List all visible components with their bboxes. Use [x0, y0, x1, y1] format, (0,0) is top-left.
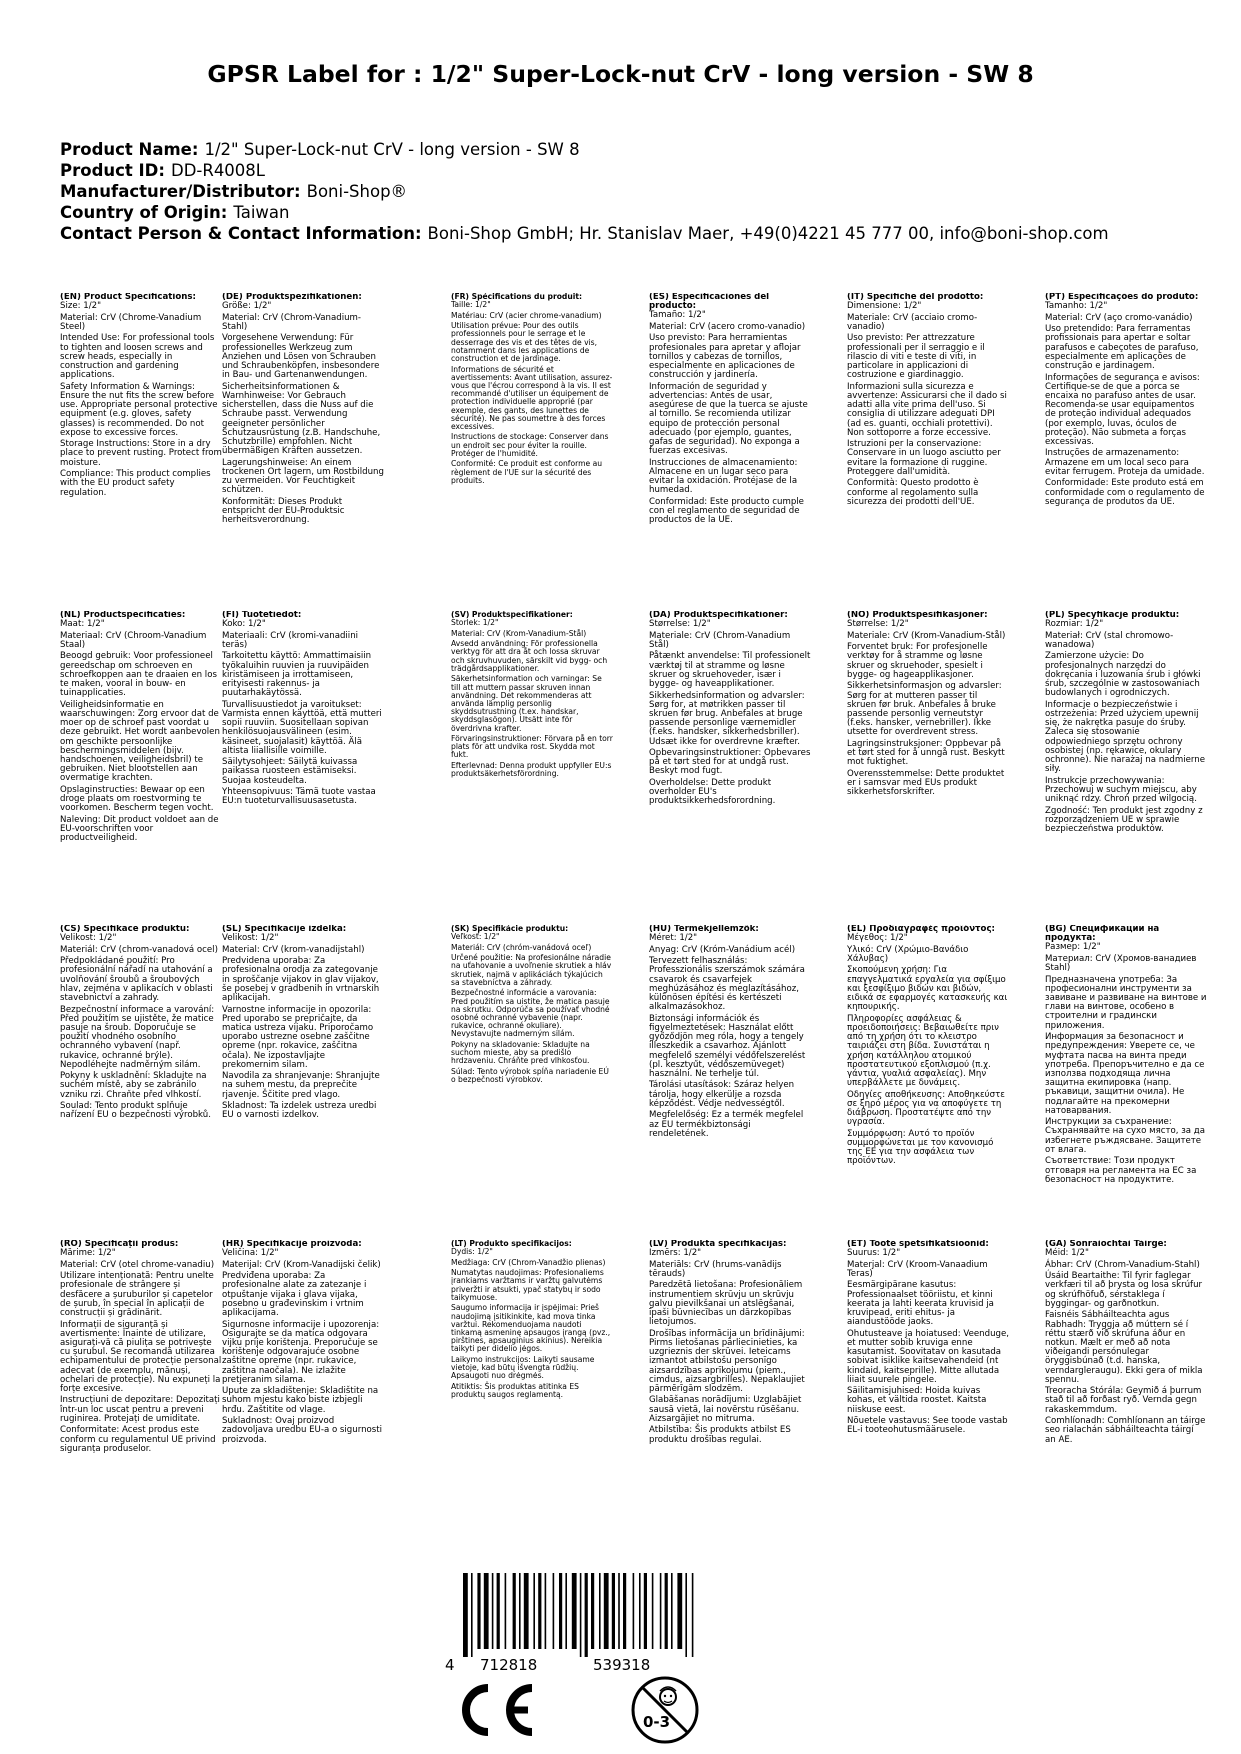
spec-heading: (GA) Sonraíochtaí Táirge: [1045, 1240, 1167, 1249]
spec-line: Pokyny na skladovanie: Skladujte na suchom mieste, aby sa predišlo hrdzaveniu. Chráňte pred vlhkosťou. [451, 1039, 590, 1066]
barcode-bar [612, 1573, 615, 1649]
spec-line: Instrucțiuni de depozitare: Depozitați într-un loc uscat pentru a preveni ruginirea. Protejați de umiditate. [60, 1395, 220, 1424]
product-id-row [60, 160, 1190, 181]
spec-line: Instruções de armazenamento: Armazene em um local seco para evitar ferrugem. Proteja da umidade. [1045, 448, 1205, 477]
barcode-bar [553, 1573, 555, 1649]
spec-heading: (SK) Špecifikácie produktu: [451, 925, 569, 933]
spec-line: Saugumo informacija ir įspėjimai: Prieš naudojimą įsitikinkite, kad mova tinka varžtui. Rekomenduojama naudoti tinkamą asmeninę apsaugos įrangą (pvz., pirštines, apsauginius akinius). Nereikia taikyti per didelio jėgos. [451, 1303, 611, 1354]
spec-heading: (PL) Specyfikacje produktu: [1045, 611, 1180, 620]
spec-line: Instrukcje przechowywania: Przechowuj w suchym miejscu, aby uniknąć rdzy. Chroń przed wilgocią. [1045, 775, 1197, 805]
barcode-bar [533, 1573, 535, 1649]
spec-heading: (DA) Produktspecifikationer: [649, 611, 788, 620]
spec-heading: (ES) Especificaciones del producto: [649, 293, 770, 312]
barcode-left-group: 712818 [480, 1656, 538, 1673]
page-title: GPSR Label for : 1/2" Super-Lock-nut CrV - long version - SW 8 [207, 60, 1034, 88]
spec-section [847, 925, 1009, 1169]
spec-line: Varnostne informacije in opozorila: Pred uporabo se prepričajte, da matica ustreza vijaku. Priporočamo uporabo ustrezne osebne zaščitne opreme (npr. rokavice, zaščitna očala). Ne izpostavljajte prekomernim silam. [222, 1004, 374, 1070]
spec-section [649, 925, 811, 1141]
spec-heading: (BG) Спецификации на продукта: [1045, 925, 1160, 944]
barcode-bar [519, 1573, 521, 1649]
spec-section [1045, 611, 1207, 836]
spec-line: Pokyny k uskladnění: Skladujte na suchém místě, aby se zabránilo vzniku rzi. Chraňte před vlhkostí. [60, 1071, 207, 1100]
spec-line: Material: CrV (krom-vanadijstahl) [222, 944, 365, 955]
spec-line: Naleving: Dit product voldoet aan de EU-voorschriften voor productveiligheid. [60, 814, 219, 844]
barcode-bar [471, 1573, 473, 1657]
spec-section [847, 611, 1009, 800]
spec-line: Material: CrV (Chrom-Vanadium-Stahl) [222, 312, 362, 332]
spec-line: Säilytysohjeet: Säilytä kuivassa paikassa ruosteen estämiseksi. Suojaa kosteudelta. [222, 757, 358, 786]
spec-line: Οδηγίες αποθήκευσης: Αποθηκεύστε σε ξηρό μέρος για να αποφύγετε τη διάβρωση. Προστατέψτε από την υγρασία. [847, 1089, 1005, 1128]
spec-line: Материал: CrV (Хромов-ванадиев Stahl) [1045, 953, 1197, 974]
spec-section [60, 925, 222, 1123]
spec-heading: (FI) Tuotetiedot: [222, 611, 302, 620]
barcode-bar [580, 1573, 582, 1657]
spec-line: Drošības informācija un brīdinājumi: Pirms lietošanas pārliecinieties, ka uzgrieznis der skrūvei. Ieteicams izmantot atbilstošu personīgo aizsardzības aprīkojumu (piem., cimdus, aizsargbrilles). Nepaklaujiet pārmērīgām slodzēm. [649, 1328, 805, 1394]
barcode-bar [671, 1573, 673, 1649]
manufacturer-label: Manufacturer/Distributor: [60, 182, 301, 201]
product-name-label: Product Name: [60, 140, 199, 159]
spec-line: Sikkerhedsinformation og advarsler: Sørg for, at møtrikken passer til skruen før brug. Anbefales at bruge passende personlige værnemidler (f.eks. handsker, sikkerhedsbriller). Udsæt ikke for overdrevne kræfter. [649, 690, 805, 747]
spec-heading: (HU) Termékjellemzők: [649, 925, 759, 934]
spec-section [451, 611, 613, 781]
spec-line: Mărime: 1/2" [60, 1248, 116, 1259]
spec-line: Tamanho: 1/2" [1045, 301, 1108, 312]
spec-line: Eesmärgipärane kasutus: Professionaalset tööriistu, et kinni keerata ja lahti keerata kruvisid ja kruvipead, eriti ehitus- ja aiandustööde jaoks. [847, 1280, 994, 1328]
spec-line: Säkerhetsinformation och varningar: Se till att muttern passar skruven innan användning. Det rekommenderas att använda lämplig personlig skyddsutrustning (t.ex. handskar, skyddsglasögon). Utsätt inte för överdrivna krafter. [451, 674, 602, 733]
spec-line: Yhteensopivuus: Tämä tuote vastaa EU:n tuoteturvallisuusasetusta. [222, 787, 376, 807]
spec-heading: (EN) Product Specifications: [60, 293, 196, 302]
spec-line: Méid: 1/2" [1045, 1248, 1089, 1259]
spec-section [649, 611, 811, 809]
spec-line: Veličina: 1/2" [222, 1248, 279, 1259]
spec-line: Размер: 1/2" [1045, 942, 1101, 953]
spec-line: Material: CrV (acero cromo-vanadio) [649, 321, 806, 332]
spec-line: Megfelelőség: Ez a termék megfelel az EU termékbiztonsági rendeletének. [649, 1110, 804, 1139]
spec-line: Veľkosť: 1/2" [451, 932, 500, 942]
spec-line: Conformitate: Acest produs este conform cu regulamentul UE privind siguranța produselor. [60, 1425, 216, 1454]
barcode-bar [618, 1573, 620, 1649]
spec-line: Sicherheitsinformationen & Warnhinweise: Vor Gebrauch sicherstellen, dass die Nuss auf die Schraube passt. Verwendung geeigneter persönlicher Schutzausrüstung (z.B. Handschuhe, Schutzbrille) empfohlen. Nicht übermäßigen Kräften aussetzen. [222, 381, 381, 457]
spec-line: Materiale: CrV (Krom-Vanadium-Stål) [847, 630, 1006, 641]
barcode-right-group: 539318 [593, 1656, 651, 1673]
spec-line: Velikost: 1/2" [60, 933, 117, 944]
spec-line: Informacje o bezpieczeństwie i ostrzeżenia: Przed użyciem upewnij się, że nakrętka pasuje do śruby. Zaleca się stosowanie odpowiedniego sprzętu ochrony osobistej (np. rękawice, okulary ochronne). Nie narażaj na nadmierne siły. [1045, 699, 1206, 775]
product-id-label: Product ID: [60, 161, 165, 180]
spec-line: Atitiktis: Šis produktas atitinka ES produktų saugos reglamentą. [451, 1381, 579, 1399]
barcode-bar [524, 1573, 529, 1649]
spec-line: Overensstemmelse: Dette produktet er i samsvar med EUs produkt sikkerhetsforskrifter. [847, 768, 1005, 798]
spec-line: Utilizare intenționată: Pentru unelte profesionale de strângere și desfăcere a șuruburilor și capetelor de șurub, în special în aplicații de construcții și grădinărit. [60, 1271, 214, 1319]
spec-line: Atbilstība: Šis produkts atbilst ES produktu drošības regulai. [649, 1425, 791, 1445]
spec-section [1045, 925, 1207, 1187]
manufacturer-row [60, 181, 1190, 202]
spec-line: Materiał: CrV (stal chromowo-wanadowa) [1045, 630, 1174, 650]
spec-line: Matériau: CrV (acier chrome-vanadium) [451, 310, 602, 320]
barcode-bar [492, 1573, 494, 1649]
spec-line: Medžiaga: CrV (Chrom-Vanadžio plienas) [451, 1257, 606, 1267]
spec-section [451, 1240, 613, 1401]
spec-line: Informații de siguranță și avertismente: Înainte de utilizare, asigurați-vă că piulița se potrivește cu șurubul. Se recomandă utilizarea echipamentului de protecție personal adecvat (de exemplu, mănuși, ochelari de protecție). Nu expuneți la forțe excesive. [60, 1319, 222, 1394]
spec-line: Biztonsági információk és figyelmeztetések: Használat előtt győződjön meg róla, hogy a tengely illeszkedik a csavarhoz. Ajánlott megfelelő személyi védőfelszerelést (pl. kesztyűt, védőszemüveget) használni. Ne terhelje túl. [649, 1013, 806, 1079]
spec-line: Numatytas naudojimas: Profesionaliems įrankiams varžtams ir varžtų galvutėms priveržti ir atsukti, ypač statybų ir sodo taikymuose. [451, 1268, 604, 1302]
spec-line: Säilitamisjuhised: Hoida kuivas kohas, et vältida roostet. Kaitsta niiskuse eest. [847, 1386, 987, 1415]
spec-line: Treoracha Stórála: Geymið á þurrum stað til að forðast ryð. Vernda gegn rakaskemmdum. [1045, 1386, 1202, 1415]
spec-line: Bezpečnostní informace a varování: Před použitím se ujistěte, že matice pasuje na šroub. Doporučuje se použití vhodného osobního ochranného vybavení (např. rukavice, ochranné brýle). Nepodléhejte nadměrným silám. [60, 1004, 215, 1070]
spec-line: Avsedd användning: För professionella verktyg för att dra åt och lossa skruvar och skruvhuvuden, särskilt vid bygg- och trädgårdsapplikationer. [451, 639, 608, 673]
spec-line: Предназначена употреба: За професионални инструменти за завиване и развиване на винтове и глави на винтове, особено в строителни и градински приложения. [1045, 974, 1207, 1031]
spec-line: Lagerungshinweise: An einem trockenen Ort lagern, um Rostbildung zu vermeiden. Vor Feuchtigkeit schützen. [222, 457, 384, 496]
spec-line: Συμμόρφωση: Αυτό το προϊόν συμμορφώνεται με τον κανονισμό της ΕΕ για την ασφάλεια των προϊόντων. [847, 1128, 994, 1167]
spec-line: Súlad: Tento výrobok spĺňa nariadenie EÚ o bezpečnosti výrobkov. [451, 1066, 609, 1084]
spec-heading: (SL) Specifikacije izdelka: [222, 925, 347, 934]
manufacturer-value: Boni-Shop® [306, 182, 408, 201]
spec-line: Navodila za shranjevanje: Shranjujte na suhem mestu, da preprečite rjavenje. Ščitite pred vlago. [222, 1071, 380, 1100]
spec-section [60, 1240, 222, 1456]
spec-line: Suurus: 1/2" [847, 1248, 901, 1259]
spec-line: Efterlevnad: Denna produkt uppfyller EU:s produktsäkerhetsförordning. [451, 760, 612, 779]
spec-line: Conformidade: Este produto está em conformidade com o regulamento de segurança de produtos da UE. [1045, 478, 1205, 507]
spec-line: Méret: 1/2" [649, 933, 698, 944]
spec-line: Materiál: CrV (chrom-vanadová ocel) [60, 944, 218, 955]
spec-line: Zgodność: Ten produkt jest zgodny z rozporządzeniem UE w sprawie bezpieczeństwa produktów. [1045, 805, 1203, 834]
spec-line: Conformité: Ce produit est conforme au règlement de l'UE sur la sécurité des produits. [451, 459, 603, 485]
spec-line: Opslaginstructies: Bewaar op een droge plaats om roestvorming te voorkomen. Bescherm tegen vocht. [60, 784, 214, 814]
spec-heading: (FR) Spécifications du produit: [451, 293, 583, 301]
spec-section [649, 293, 811, 528]
spec-line: Instructions de stockage: Conserver dans un endroit sec pour éviter la rouille. Protéger de l'humidité. [451, 432, 609, 458]
barcode-bar [665, 1573, 668, 1649]
spec-line: Předpokládané použití: Pro profesionální nářadí na utahování a uvolňování šroubů a šroubových hlav, zejména v aplikacích v oblasti stavebnictví a zahrady. [60, 956, 213, 1004]
spec-line: Storage Instructions: Store in a dry place to prevent rusting. Protect from moisture. [60, 439, 222, 468]
barcode-bar [685, 1573, 687, 1657]
spec-line: Istruzioni per la conservazione: Conservare in un luogo asciutto per evitare la formazione di ruggine. Proteggere dall'umidità. [847, 439, 1001, 477]
spec-section [451, 293, 613, 487]
spec-line: Úsáid Beartaithe: Til fyrir faglegar verkfæri til að þrysta og losa skrúfur og skrúfhöfuð, sérstaklega í byggingar- og garðnotkun. [1045, 1271, 1203, 1309]
spec-line: Sikkerhetsinformasjon og advarsler: Sørg for at mutteren passer til skruen før bruk. Anbefales å bruke passende personlig verneutstyr (f.eks. hansker, vernebriller). Ikke utsette for overdrevent stress. [847, 681, 1002, 738]
spec-line: Tarkoitettu käyttö: Ammattimaisiin työkaluihin ruuvien ja ruuvipäiden kiristämiseen ja irrottamiseen, erityisesti rakennus- ja puutarhakäytössä. [222, 651, 372, 699]
spec-line: Forventet bruk: For profesjonelle verktøy for å stramme og løsne skruer og skruehoder, spesielt i bygge- og hageapplikasjoner. [847, 642, 988, 680]
barcode-bar [463, 1573, 468, 1657]
spec-heading: (IT) Specifiche del prodotto: [847, 293, 984, 302]
spec-line: Určené použitie: Na profesionálne náradie na uťahovanie a uvoľnenie skrutiek a hláv skrutiek, najmä v aplikáciách týkajúcich sa stavebníctva a záhrady. [451, 953, 612, 987]
spec-line: Förvaringsinstruktioner: Förvara på en torr plats för att undvika rost. Skydda mot fukt. [451, 734, 613, 760]
spec-line: Material: CrV (Krom-Vanadium-Stål) [451, 628, 587, 638]
spec-line: Comhlíonadh: Comhlíonann an táirge seo rialachán sábháilteachta táirgí an AE. [1045, 1416, 1206, 1445]
spec-line: Overholdelse: Dette produkt overholder EU's produktsikkerhedsforordning. [649, 777, 776, 807]
spec-heading: (SV) Produktspecifikationer: [451, 611, 573, 619]
spec-section [60, 611, 222, 846]
spec-line: Upute za skladištenje: Skladištite na suhom mjestu kako biste izbjegli hrđu. Zaštitite od vlage. [222, 1386, 379, 1415]
barcode-bar [477, 1573, 480, 1649]
barcode-bar [604, 1573, 609, 1649]
barcode-bars [463, 1573, 693, 1657]
ce-mark-icon [452, 1680, 536, 1740]
spec-line: Turvallisuustiedot ja varoitukset: Varmista ennen käyttöä, että mutteri sopii ruuviin. Suositellaan sopivan henkilösuojausvälineen (esim. käsineet, suojalasit) käyttöä. Älä altista liiallisille voimille. [222, 699, 382, 756]
spec-heading: (DE) Produktspezifikationen: [222, 293, 362, 302]
barcode-bar [623, 1573, 626, 1649]
spec-heading: (NO) Produktspesifikasjoner: [847, 611, 988, 620]
spec-heading: (HR) Specifikacije proizvoda: [222, 1240, 362, 1249]
spec-line: Zamierzone użycie: Do profesjonalnych narzędzi do dokręcania i luzowania śrub i główki śrub, szczególnie w zastosowaniach budowlanych i ogrodniczych. [1045, 651, 1201, 699]
spec-section [222, 1240, 384, 1447]
barcode-bar [565, 1573, 567, 1649]
spec-line: Materiale: CrV (Chrom-Vanadium Stål) [649, 630, 791, 650]
spec-heading: (CS) Specifikace produktu: [60, 925, 190, 934]
origin-row [60, 202, 1190, 223]
spec-line: Instrucciones de almacenamiento: Almacene en un lugar seco para evitar la oxidación. Protéjase de la humedad. [649, 457, 798, 496]
spec-line: Rozmiar: 1/2" [1045, 619, 1104, 630]
barcode-bar [497, 1573, 500, 1649]
barcode-bar [660, 1573, 662, 1649]
spec-heading: (RO) Specificații produs: [60, 1240, 179, 1249]
spec-line: Dydis: 1/2" [451, 1247, 493, 1257]
spec-section [222, 925, 384, 1123]
origin-label: Country of Origin: [60, 203, 228, 222]
barcode-bar [572, 1573, 577, 1649]
spec-line: Størrelse: 1/2" [649, 619, 711, 630]
contact-value: Boni-Shop GmbH; Hr. Stanislav Maer, +49(0)4221 45 777 00, info@boni-shop.com [427, 224, 1109, 243]
spec-heading: (LT) Produkto specifikacijos: [451, 1240, 572, 1248]
barcode-bar [505, 1573, 507, 1649]
barcode-lead-digit: 4 [445, 1656, 455, 1673]
barcode-bar [585, 1573, 588, 1657]
spec-line: Utilisation prévue: Pour des outils professionnels pour le serrage et le desserrage des vis et des têtes de vis, notamment dans les applications de construction et de jardinage. [451, 321, 598, 364]
spec-section [1045, 293, 1207, 509]
spec-line: Tárolási utasítások: Száraz helyen tárolja, hogy elkerülje a rozsda képződést. Védje nedvességtől. [649, 1080, 795, 1109]
barcode-bar [484, 1573, 489, 1649]
spec-line: Materjal: CrV (Kroom-Vanaadium Teras) [847, 1259, 988, 1279]
product-name-value: 1/2" Super-Lock-nut CrV - long version - SW 8 [204, 140, 580, 159]
spec-line: Conformidad: Este producto cumple con el reglamento de seguridad de productos de la UE. [649, 496, 804, 526]
spec-line: Opbevaringsinstruktioner: Opbevares på et tørt sted for at undgå rust. Beskyt mod fugt. [649, 748, 811, 777]
spec-line: Tervezett felhasználás: Professzionális szerszámok számára csavarok és csavarfejek meghúzásához és meglazításához, különösen építési és kertészeti alkalmazásokhoz. [649, 956, 805, 1013]
spec-line: Información de seguridad y advertencias: Antes de usar, asegúrese de que la tuerca se ajuste al tornillo. Se recomienda utilizar equipo de protección personal adecuado (por ejemplo, guantes, gafas de seguridad). No exponga a fuerzas excesivas. [649, 381, 808, 457]
spec-line: Lagringsinstruksjoner: Oppbevar på et tørt sted for å unngå rust. Beskytt mot fuktighet. [847, 738, 1005, 768]
spec-section [451, 925, 613, 1086]
spec-line: Tamaño: 1/2" [649, 310, 706, 321]
spec-line: Laikymo instrukcijos: Laikyti sausame vietoje, kad būtų išvengta rūdžių. Apsaugoti nuo drėgmės. [451, 1354, 595, 1381]
spec-line: Uso previsto: Per attrezzature professionali per il serraggio e il rilascio di viti e teste di viti, in particolare in applicazioni di costruzione e giardinaggio. [847, 333, 985, 381]
spec-line: Material: CrV (aço cromo-vanádio) [1045, 312, 1193, 323]
spec-line: Sukladnost: Ovaj proizvod zadovoljava uredbu EU-a o sigurnosti proizvoda. [222, 1416, 383, 1445]
spec-line: Ábhar: CrV (Chrom-Vanadium-Stahl) [1045, 1259, 1200, 1270]
product-info [60, 139, 1190, 244]
spec-line: Informações de segurança e avisos: Certifique-se de que a porca se encaixa no parafuso antes de usar. Recomenda-se usar equipamentos de proteção individual adequados (por exemplo, luvas, óculos de proteção). Não submeta a forças excessivas. [1045, 372, 1200, 447]
spec-line: Maat: 1/2" [60, 619, 105, 630]
barcode [445, 1573, 725, 1673]
spec-line: Veiligheidsinformatie en waarschuwingen: Zorg ervoor dat de moer op de schroef past voordat u deze gebruikt. Het wordt aanbevolen om geschikte persoonlijke beschermingsmiddelen (bijv. handschoenen, veiligheidsbril) te gebruiken. Niet blootstellen aan overmatige krachten. [60, 699, 220, 784]
spec-line: Bezpečnostné informácie a varovania: Pred použitím sa uistite, že matica pasuje na skrutku. Odporúča sa používať vhodné osobné ochranné vybavenie (napr. rukavice, ochranné okuliare). Nevystavujte nadmerným silám. [451, 988, 610, 1039]
product-name-row [60, 139, 1190, 160]
spec-line: Υλικό: CrV (Χρώμιο-Βανάδιο Χάλυβας) [847, 944, 969, 964]
barcode-bar [644, 1573, 647, 1649]
barcode-bar [559, 1573, 562, 1649]
spec-line: Predvidena uporaba: Za profesionalna orodja za zategovanje in sproščanje vijakov in glav vijakov, še posebej v gradbenih in vrtnarskih aplikacijah. [222, 956, 380, 1004]
spec-line: Konformität: Dieses Produkt entspricht der EU-Produktsic herheitsverordnung. [222, 496, 345, 526]
contact-label: Contact Person & Contact Information: [60, 224, 422, 243]
barcode-bar [639, 1573, 641, 1649]
spec-line: Glabāšanas norādījumi: Uzglabājiet sausā vietā, lai novērstu rūsēšanu. Aizsargājiet no mitruma. [649, 1395, 802, 1424]
spec-heading: (EL) Προδιαγραφές προϊόντος: [847, 925, 995, 934]
spec-line: Informations de sécurité et avertissements: Avant utilisation, assurez-vous que l'écrou correspond à la vis. Il est recommandé d'utiliser un équipement de protection individuelle approprié (par exemple, des gants, des lunettes de sécurité). Ne pas soumettre à des forces excessives. [451, 364, 613, 431]
spec-line: Material: CrV (otel chrome-vanadiu) [60, 1259, 215, 1270]
spec-line: Predviđena uporaba: Za profesionalne alate za zatezanje i otpuštanje vijaka i glava vijaka, posebno u građevinskim i vrtnim aplikacijama. [222, 1271, 367, 1319]
spec-line: Safety Information & Warnings: Ensure the nut fits the screw before use. Appropriate personal protective equipment (e.g. gloves, safety glasses) is recommended. Do not expose to excessive forces. [60, 381, 218, 438]
spec-line: Koko: 1/2" [222, 619, 266, 630]
spec-line: Πληροφορίες ασφάλειας & προειδοποιήσεις: Βεβαιωθείτε πριν από τη χρήση ότι το κλειστρο ταιριάζει στη βίδα. Συνιστάται η χρήση κατάλληλου ατομικού προστατευτικού εξοπλισμού (π.χ. γάντια, γυαλιά ασφαλείας). Μην υπερβάλλετε με δυνάμεις. [847, 1013, 999, 1089]
product-id-value: DD-R4008L [170, 161, 265, 180]
spec-line: Size: 1/2" [60, 301, 102, 312]
spec-section [1045, 1240, 1207, 1447]
barcode-bar [545, 1573, 547, 1649]
barcode-bar [677, 1573, 682, 1649]
spec-heading: (PT) Especificações do produto: [1045, 293, 1199, 302]
spec-line: Storlek: 1/2" [451, 618, 499, 628]
spec-line: Intended Use: For professional tools to tighten and loosen screws and screw heads, especially in construction and gardening applications. [60, 333, 215, 381]
spec-line: Инструкции за съхранение: Съхранявайте на сухо място, за да избегнете ръждясване. Защитете от влага. [1045, 1117, 1205, 1155]
spec-line: Uso pretendido: Para ferramentas profissionais para apertar e soltar parafusos e cabeçotes de parafuso, especialmente em aplicações de construção e jardinagem. [1045, 324, 1199, 372]
barcode-bar [599, 1573, 601, 1649]
spec-section [847, 1240, 1009, 1438]
spec-section [847, 293, 1009, 509]
spec-line: Μέγεθος: 1/2" [847, 933, 908, 944]
contact-row [60, 223, 1190, 244]
spec-line: Materiale: CrV (acciaio cromo-vanadio) [847, 312, 978, 332]
spec-line: Compliance: This product complies with the EU product safety regulation. [60, 469, 211, 498]
spec-line: Taille: 1/2" [451, 300, 491, 310]
spec-line: Skladnost: Ta izdelek ustreza uredbi EU o varnosti izdelkov. [222, 1101, 377, 1121]
spec-line: Material: CrV (Chrome-Vanadium Steel) [60, 312, 202, 332]
spec-line: Velikost: 1/2" [222, 933, 279, 944]
spec-line: Съответствие: Този продукт отговаря на регламента на ЕС за безопасност на продуктите. [1045, 1156, 1197, 1185]
spec-line: Paredzētā lietošana: Profesionāliem instrumentiem skrūvju un skrūvju galvu pievilkšanai un atslēgšanai, īpaši būvniecības un dārzkopības lietojumos. [649, 1280, 803, 1328]
spec-line: Anyag: CrV (Króm-Vanádium acél) [649, 944, 796, 955]
spec-heading: (NL) Productspecificaties: [60, 611, 186, 620]
spec-line: Størrelse: 1/2" [847, 619, 909, 630]
spec-line: Σκοπούμενη χρήση: Για επαγγελματικά εργαλεία για σφίξιμο και ξεσφίξιμο βιδών και βιδών, ειδικά σε εφαρμογές κατασκευής και κηπουρικής. [847, 965, 1008, 1013]
spec-line: Nõuetele vastavus: See toode vastab EL-i tooteohutusmäärusele. [847, 1416, 1008, 1436]
spec-line: Påtænkt anvendelse: Til professionelt værktøj til at stramme og løsne skruer og skruehoveder, især i bygge- og haveapplikationer. [649, 651, 811, 690]
barcode-bar [692, 1573, 694, 1657]
spec-line: Größe: 1/2" [222, 301, 272, 312]
age-label: 0-3 [643, 1713, 671, 1731]
spec-heading: (LV) Produkta specifikācijas: [649, 1240, 787, 1249]
spec-line: Информация за безопасност и предупреждения: Уверете се, че муфтата пасва на винта преди употреба. Препоръчително е да се използва подходяща лична защитна екипировка (напр. ръкавици, защитни очила). Не подлагайте на прекомерни натоварвания. [1045, 1032, 1205, 1116]
spec-line: Ohutusteave ja hoiatused: Veenduge, et mutter sobib kruviga enne kasutamist. Soovitatav on kasutada sobivat isiklike kaitsevahendeid (nt kindaid, kaitseprille). Mitte allutada liiait suurele pingele. [847, 1328, 1009, 1385]
spec-line: Materiaal: CrV (Chroom-Vanadium Staal) [60, 630, 207, 650]
barcode-bar [591, 1573, 594, 1649]
spec-line: Materijal: CrV (Krom-Vanadijski čelik) [222, 1259, 381, 1270]
spec-line: Vorgesehene Verwendung: Für professionelles Werkzeug zum Anziehen und Lösen von Schrauben und Schraubenköpfen, insbesondere in Bau- und Gartenanwendungen. [222, 333, 380, 381]
spec-line: Sigurnosne informacije i upozorenja: Osigurajte se da matica odgovara vijku prije korištenja. Preporučuje se korištenje odgovarajuće osobne zaštitne opreme (npr. rukavice, zaštitna naočala). Ne izlažite pretjeranim silama. [222, 1319, 380, 1385]
spec-section [222, 293, 384, 528]
spec-line: Uso previsto: Para herramientas profesionales para apretar y aflojar tornillos y cabezas de tornillos, especialmente en aplicaciones de construcción y jardinería. [649, 333, 801, 381]
spec-line: Dimensione: 1/2" [847, 301, 922, 312]
barcode-bar [538, 1573, 541, 1649]
origin-value: Taiwan [233, 203, 290, 222]
spec-heading: (ET) Toote spetsifikatsioonid: [847, 1240, 989, 1249]
barcode-bar [633, 1573, 635, 1649]
spec-line: Informazioni sulla sicurezza e avvertenze: Assicurarsi che il dado si adatti alla vite prima dell'uso. Si consiglia di utilizzare adeguati DPI (ad es. guanti, occhiali protettivi). Non sottoporre a forze eccessive. [847, 381, 1007, 438]
spec-section [60, 293, 222, 500]
spec-line: Soulad: Tento produkt splňuje nařízení EU o bezpečnosti výrobků. [60, 1101, 211, 1121]
barcode-bar [652, 1573, 654, 1649]
barcode-bar [513, 1573, 516, 1649]
spec-line: Materiál: CrV (chróm-vanádová oceľ) [451, 942, 592, 952]
spec-line: Izmērs: 1/2" [649, 1248, 702, 1259]
spec-line: Materiāls: CrV (hrums-vanādijs tērauds) [649, 1259, 782, 1279]
spec-line: Conformità: Questo prodotto è conforme al regolamento sulla sicurezza dei prodotti dell'UE. [847, 478, 979, 507]
not-for-children-0-3-icon [630, 1675, 700, 1745]
spec-line: Beoogd gebruik: Voor professioneel gereedschap om schroeven en schroefkoppen aan te draaien en los te maken, vooral in bouw- en tuinapplicaties. [60, 651, 217, 699]
spec-line: Materiaali: CrV (kromi-vanadiini teräs) [222, 630, 359, 650]
spec-section [649, 1240, 811, 1447]
spec-section [222, 611, 384, 809]
spec-line: Faisnéis Sábháilteachta agus Rabhadh: Tryggja að múttern sé í réttu stærð við skrúfuna áður en notkun. Mælt er með að nota viðeigandi persónulegar öryggisbúnað (t.d. hanska, verndargleraugu). Ekki gera of mikla spennu. [1045, 1310, 1203, 1385]
